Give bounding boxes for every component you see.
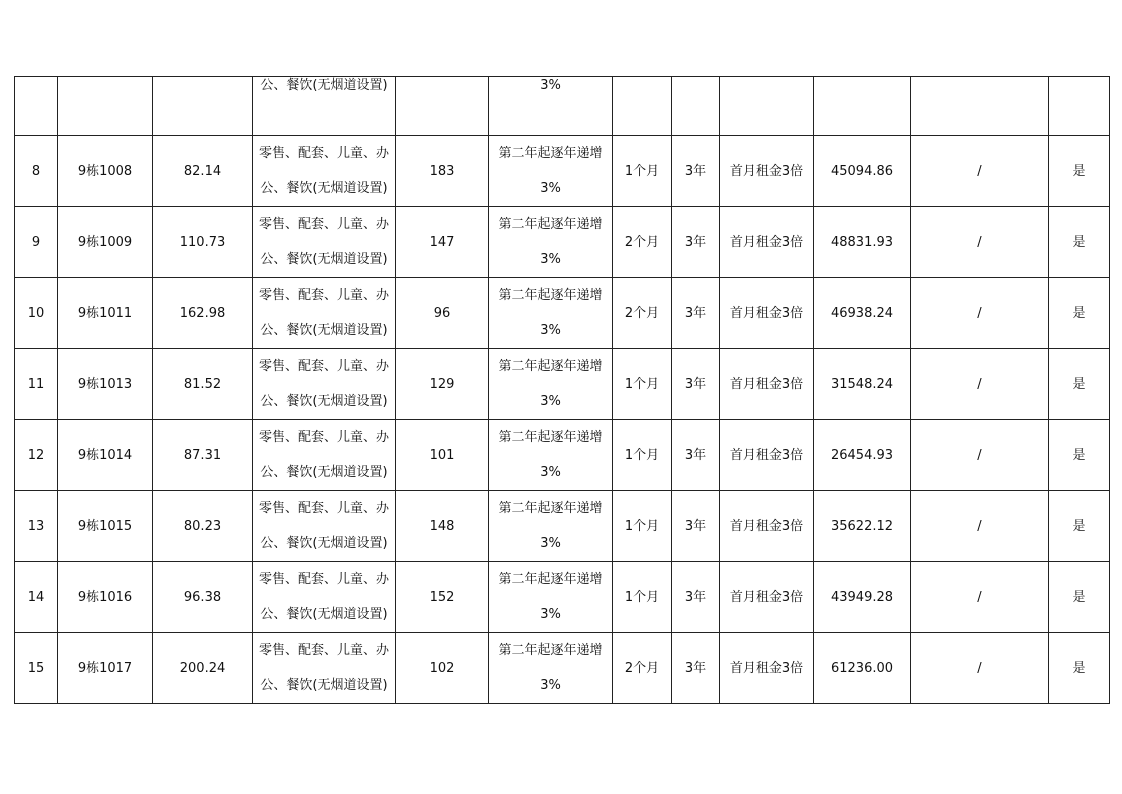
cell-use [253, 562, 396, 633]
cell-area: 200.24 [153, 633, 253, 704]
cell-flag: 是 [1049, 562, 1110, 633]
table-row [15, 349, 1110, 420]
cell-price: 148 [396, 491, 489, 562]
use-line-2: 公、餐饮(无烟道设置) [260, 607, 388, 622]
cell-free-period: 1个月 [613, 136, 672, 207]
cell-no [15, 77, 58, 136]
cell-no: 11 [15, 349, 58, 420]
cell-area: 162.98 [153, 278, 253, 349]
cell-no: 9 [15, 207, 58, 278]
cell-use [253, 207, 396, 278]
cell-amount: 45094.86 [814, 136, 911, 207]
cell-use [253, 278, 396, 349]
cell-note: / [911, 349, 1049, 420]
cell-amount: 35622.12 [814, 491, 911, 562]
cell-use [253, 491, 396, 562]
table-row [15, 136, 1110, 207]
cell-no: 12 [15, 420, 58, 491]
cell-area: 87.31 [153, 420, 253, 491]
increase-line-2: 3% [540, 78, 561, 93]
cell-free-period: 1个月 [613, 349, 672, 420]
cell-price: 147 [396, 207, 489, 278]
cell-price: 129 [396, 349, 489, 420]
increase-line-2: 3% [540, 323, 561, 338]
table-row [15, 420, 1110, 491]
cell-no: 15 [15, 633, 58, 704]
cell-deposit: 首月租金3倍 [720, 491, 814, 562]
cell-amount: 48831.93 [814, 207, 911, 278]
increase-line-1: 第二年起逐年递增 [498, 501, 603, 516]
cell-use [253, 420, 396, 491]
cell-increase [489, 491, 613, 562]
cell-price [396, 77, 489, 136]
increase-line-1: 第二年起逐年递增 [498, 643, 603, 658]
cell-flag [1049, 77, 1110, 136]
cell-use [253, 349, 396, 420]
cell-term: 3年 [672, 491, 720, 562]
cell-area: 82.14 [153, 136, 253, 207]
cell-note: / [911, 207, 1049, 278]
cell-note: / [911, 420, 1049, 491]
cell-term: 3年 [672, 349, 720, 420]
cell-note: / [911, 491, 1049, 562]
increase-line-2: 3% [540, 536, 561, 551]
use-line-2: 公、餐饮(无烟道设置) [260, 465, 388, 480]
increase-line-1: 第二年起逐年递增 [498, 572, 603, 587]
cell-unit: 9栋1008 [58, 136, 153, 207]
cell-area: 96.38 [153, 562, 253, 633]
use-line-2: 公、餐饮(无烟道设置) [260, 536, 388, 551]
cell-term: 3年 [672, 420, 720, 491]
use-line-1: 零售、配套、儿童、办 [258, 288, 389, 303]
lease-table [14, 76, 1110, 704]
cell-no: 8 [15, 136, 58, 207]
cell-term [672, 77, 720, 136]
cell-area: 81.52 [153, 349, 253, 420]
cell-price: 102 [396, 633, 489, 704]
table-row-continuation [15, 77, 1110, 136]
table-row [15, 633, 1110, 704]
cell-no: 13 [15, 491, 58, 562]
use-line-1: 零售、配套、儿童、办 [258, 359, 389, 374]
table-row [15, 562, 1110, 633]
cell-amount: 61236.00 [814, 633, 911, 704]
cell-free-period: 2个月 [613, 278, 672, 349]
cell-unit: 9栋1017 [58, 633, 153, 704]
use-line-1: 零售、配套、儿童、办 [258, 643, 389, 658]
cell-free-period [613, 77, 672, 136]
cell-unit: 9栋1009 [58, 207, 153, 278]
use-line-1: 零售、配套、儿童、办 [258, 430, 389, 445]
cell-area [153, 77, 253, 136]
cell-deposit: 首月租金3倍 [720, 349, 814, 420]
cell-note: / [911, 278, 1049, 349]
table-row [15, 278, 1110, 349]
cell-amount: 26454.93 [814, 420, 911, 491]
cell-increase [489, 136, 613, 207]
cell-note: / [911, 562, 1049, 633]
cell-flag: 是 [1049, 278, 1110, 349]
cell-increase [489, 278, 613, 349]
cell-free-period: 1个月 [613, 491, 672, 562]
use-line-1: 零售、配套、儿童、办 [258, 572, 389, 587]
cell-unit: 9栋1014 [58, 420, 153, 491]
cell-term: 3年 [672, 633, 720, 704]
cell-amount: 43949.28 [814, 562, 911, 633]
cell-unit: 9栋1015 [58, 491, 153, 562]
cell-flag: 是 [1049, 136, 1110, 207]
use-line-2: 公、餐饮(无烟道设置) [260, 678, 388, 693]
cell-free-period: 1个月 [613, 562, 672, 633]
increase-line-2: 3% [540, 607, 561, 622]
cell-term: 3年 [672, 207, 720, 278]
cell-price: 152 [396, 562, 489, 633]
cell-term: 3年 [672, 562, 720, 633]
cell-deposit [720, 77, 814, 136]
cell-price: 183 [396, 136, 489, 207]
cell-flag: 是 [1049, 633, 1110, 704]
cell-free-period: 2个月 [613, 633, 672, 704]
use-line-2: 公、餐饮(无烟道设置) [260, 394, 388, 409]
cell-area: 80.23 [153, 491, 253, 562]
cell-unit: 9栋1011 [58, 278, 153, 349]
increase-line-2: 3% [540, 394, 561, 409]
cell-free-period: 2个月 [613, 207, 672, 278]
cell-use [253, 633, 396, 704]
use-line-2: 公、餐饮(无烟道设置) [260, 181, 388, 196]
cell-unit [58, 77, 153, 136]
cell-increase [489, 349, 613, 420]
use-line-2: 公、餐饮(无烟道设置) [260, 78, 388, 93]
table-row [15, 207, 1110, 278]
cell-note: / [911, 633, 1049, 704]
use-line-1: 零售、配套、儿童、办 [258, 217, 389, 232]
cell-note [911, 77, 1049, 136]
cell-use [253, 136, 396, 207]
increase-line-1: 第二年起逐年递增 [498, 359, 603, 374]
cell-increase [489, 77, 613, 136]
cell-use [253, 77, 396, 136]
cell-deposit: 首月租金3倍 [720, 207, 814, 278]
cell-increase [489, 207, 613, 278]
cell-flag: 是 [1049, 491, 1110, 562]
cell-increase [489, 633, 613, 704]
cell-no: 14 [15, 562, 58, 633]
increase-line-2: 3% [540, 465, 561, 480]
cell-deposit: 首月租金3倍 [720, 633, 814, 704]
cell-flag: 是 [1049, 420, 1110, 491]
use-line-2: 公、餐饮(无烟道设置) [260, 323, 388, 338]
cell-term: 3年 [672, 278, 720, 349]
increase-line-2: 3% [540, 181, 561, 196]
cell-deposit: 首月租金3倍 [720, 420, 814, 491]
increase-line-1: 第二年起逐年递增 [498, 430, 603, 445]
cell-amount: 31548.24 [814, 349, 911, 420]
cell-price: 101 [396, 420, 489, 491]
use-line-1: 零售、配套、儿童、办 [258, 501, 389, 516]
increase-line-1: 第二年起逐年递增 [498, 146, 603, 161]
cell-increase [489, 562, 613, 633]
cell-deposit: 首月租金3倍 [720, 136, 814, 207]
cell-unit: 9栋1013 [58, 349, 153, 420]
use-line-1: 零售、配套、儿童、办 [258, 146, 389, 161]
cell-amount [814, 77, 911, 136]
cell-free-period: 1个月 [613, 420, 672, 491]
cell-increase [489, 420, 613, 491]
increase-line-2: 3% [540, 252, 561, 267]
cell-flag: 是 [1049, 207, 1110, 278]
cell-flag: 是 [1049, 349, 1110, 420]
table-body [15, 77, 1110, 704]
increase-line-1: 第二年起逐年递增 [498, 217, 603, 232]
cell-area: 110.73 [153, 207, 253, 278]
increase-line-2: 3% [540, 678, 561, 693]
cell-price: 96 [396, 278, 489, 349]
cell-term: 3年 [672, 136, 720, 207]
cell-note: / [911, 136, 1049, 207]
table-row [15, 491, 1110, 562]
cell-no: 10 [15, 278, 58, 349]
use-line-2: 公、餐饮(无烟道设置) [260, 252, 388, 267]
cell-unit: 9栋1016 [58, 562, 153, 633]
increase-line-1: 第二年起逐年递增 [498, 288, 603, 303]
cell-deposit: 首月租金3倍 [720, 278, 814, 349]
cell-amount: 46938.24 [814, 278, 911, 349]
cell-deposit: 首月租金3倍 [720, 562, 814, 633]
